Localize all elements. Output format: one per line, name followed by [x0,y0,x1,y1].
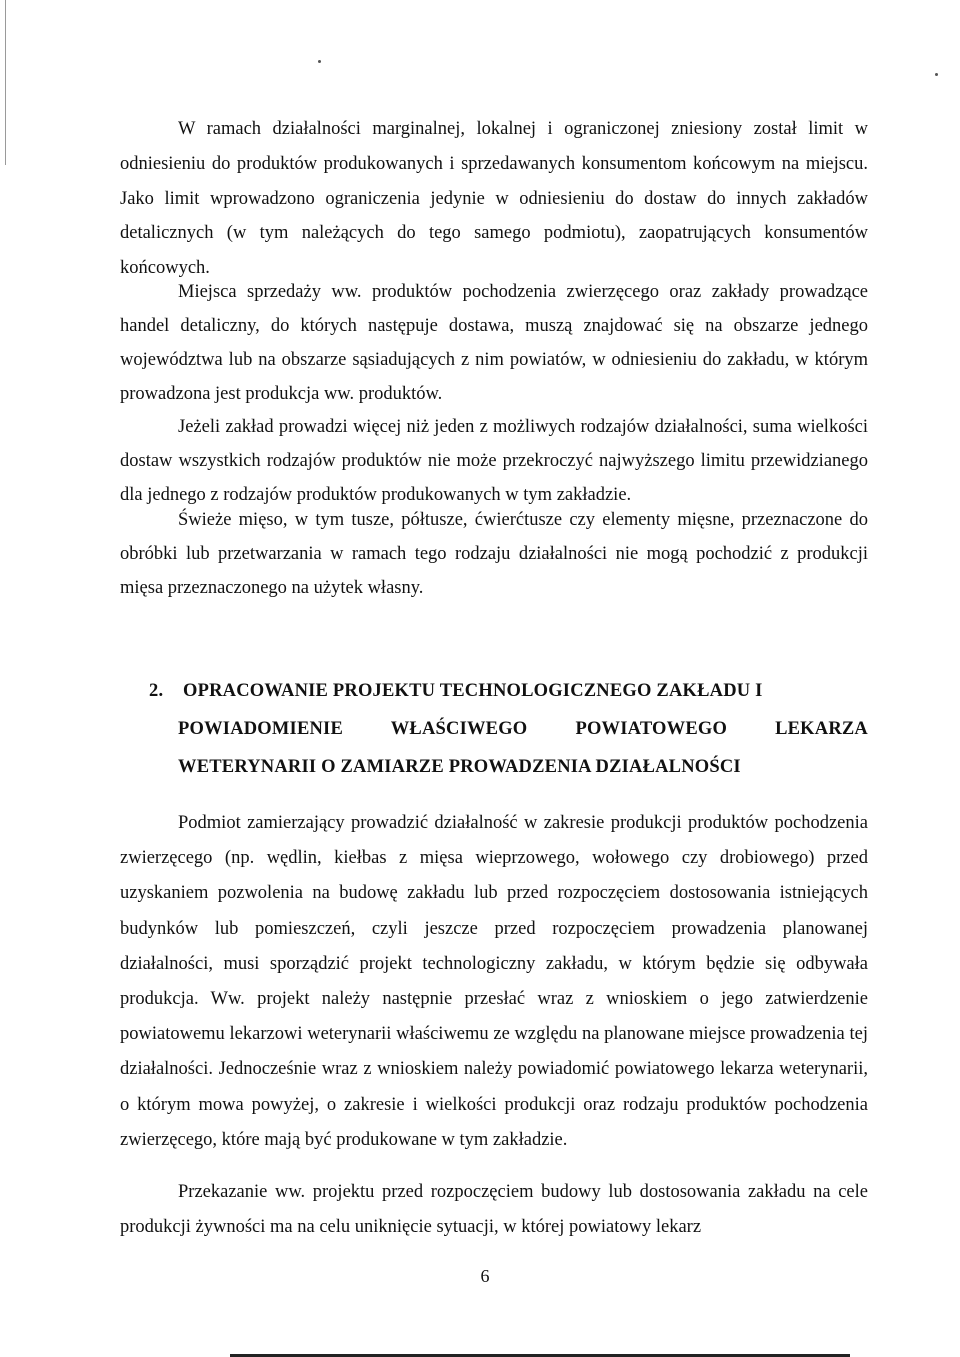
paragraph-text: Świeże mięso, w tym tusze, półtusze, ćwierćtusze czy elementy mięsne, przeznaczone do obróbki lub przetwarzania w ramach tego rodzaju działalności nie mogą pochodzić z produkcji mięsa przeznaczonego na użytek własny. [120,510,868,598]
section-number: 2. [149,681,164,701]
paragraph-text: Jeżeli zakład prowadzi więcej niż jeden z możliwych rodzajów działalności, suma wielkości dostaw wszystkich rodzajów produktów nie może przekroczyć najwyższego limitu przewidzianego dla jednego z rodzajów produktów produkowanych w tym zakładzie. [120,417,868,505]
paragraph-technology-project [120,806,868,1158]
page-number: 6 [480,1266,490,1286]
paragraph-text: W ramach działalności marginalnej, lokalnej i ograniczonej zniesiony został limit w odniesieniu do produktów produkowanych i sprzedawanych konsumentom końcowym na miejscu. Jako limit wprowadzono ograniczenia jedynie w odniesieniu do dostaw do innych zakładów detalicznych (w tym należących do tego samego podmiotu), zaopatrujących konsumentów końcowych. [120,119,868,279]
scan-speck [935,73,938,76]
section-heading [120,672,868,786]
scan-speck [318,60,321,63]
section-title-line1: OPRACOWANIE PROJEKTU TECHNOLOGICZNEGO ZAKŁADU I [183,681,763,701]
scan-edge-line [5,0,6,165]
paragraph-text: Podmiot zamierzający prowadzić działalność w zakresie produkcji produktów pochodzenia zwierzęcego (np. wędlin, kiełbas z mięsa wieprzowego, wołowego czy drobiowego) przed uzyskaniem pozwolenia na budowę zakładu lub przed rozpoczęciem dostosowania istniejących budynków lub pomieszczeń, czyli jeszcze przed rozpoczęciem prowadzenia planowanej działalności, musi sporządzić projekt technologiczny zakładu, w którym będzie się odbywała produkcja. Ww. projekt należy następnie przesłać wraz z wnioskiem o jego zatwierdzenie powiatowemu lekarzowi weterynarii właściwemu ze względu na planowane miejsce prowadzenia tej działalności. Jednocześnie wraz z wnioskiem należy powiadomić powiatowego lekarza weterynarii, o którym mowa powyżej, o zakresie i wielkości produkcji oraz rodzaju produktów pochodzenia zwierzęcego, które mają być produkowane w tym zakładzie. [120,813,868,1150]
paragraph-project-submission [120,1175,868,1245]
paragraph-sales-places [120,275,868,411]
paragraph-text: Miejsca sprzedaży ww. produktów pochodzenia zwierzęcego oraz zakłady prowadzące handel detaliczny, do których następuje dostawa, muszą znajdować się na obszarze jednego województwa lub na obszarze sąsiadujących z nim powiatów, w odniesieniu do zakładu, w którym prowadzona jest produkcja ww. produktów. [120,282,868,404]
paragraph-fresh-meat [120,503,868,605]
paragraph-text: Przekazanie ww. projektu przed rozpoczęciem budowy lub dostosowania zakładu na cele produkcji żywności ma na celu uniknięcie sytuacji, w której powiatowy lekarz [120,1182,868,1237]
paragraph-multiple-activities [120,410,868,512]
paragraph-limit [120,112,868,286]
section-title-rest: POWIADOMIENIE WŁAŚCIWEGO POWIATOWEGO LEKARZA WETERYNARII O ZAMIARZE PROWADZENIA DZIAŁALNOŚCI [178,719,868,777]
